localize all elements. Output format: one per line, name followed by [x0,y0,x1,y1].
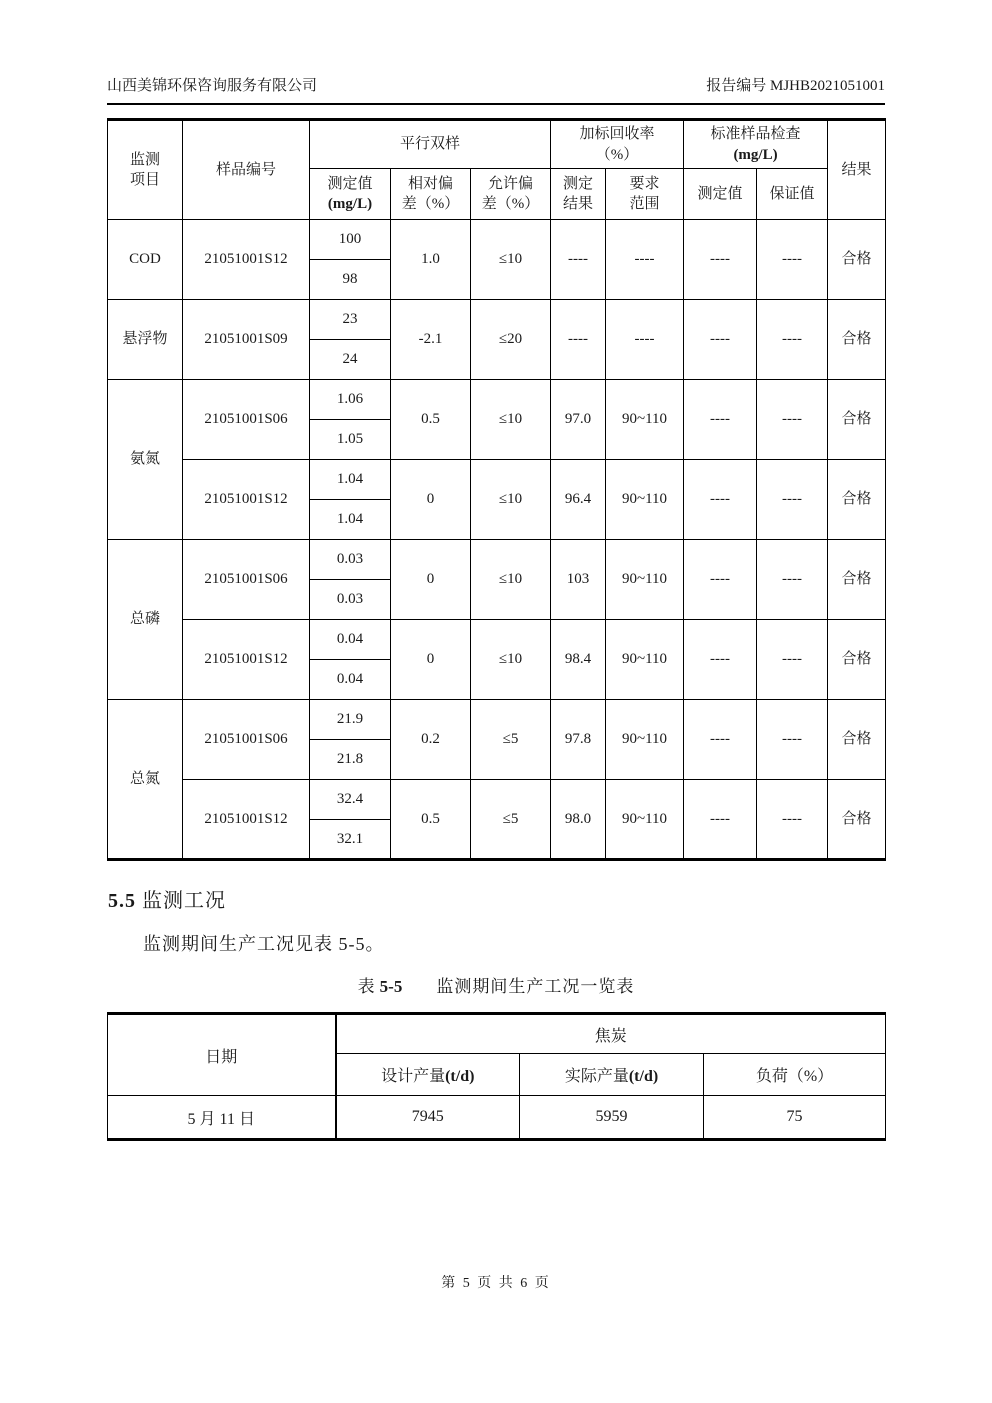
allow-dev-cell: ≤10 [471,460,551,540]
item-cell: 氨氮 [108,380,183,540]
std-assured-cell: ---- [757,220,828,300]
col-header-product: 焦炭 [336,1014,886,1054]
rec-range-cell: 90~110 [606,620,684,700]
rec-range-cell: 90~110 [606,380,684,460]
table-row [108,300,886,340]
allow-dev-cell: ≤10 [471,620,551,700]
result-cell: 合格 [828,540,886,620]
result-cell: 合格 [828,620,886,700]
measured-value-1: 0.03 [310,540,391,580]
col-header-rec-range: 要求 范围 [606,169,684,220]
qc-results-table [107,118,886,861]
rec-range-cell: 90~110 [606,780,684,860]
sample-id-cell: 21051001S06 [183,700,310,780]
measured-value-1: 21.9 [310,700,391,740]
page-number: 第 5 页 共 6 页 [441,1276,551,1291]
std-measured-cell: ---- [684,540,757,620]
col-header-std-measured: 测定值 [684,169,757,220]
measured-value-1: 23 [310,300,391,340]
sample-id-cell: 21051001S09 [183,300,310,380]
rec-range-cell: ---- [606,300,684,380]
std-assured-cell: ---- [757,780,828,860]
std-assured-cell: ---- [757,700,828,780]
item-cell: 总磷 [108,540,183,700]
rel-dev-cell: 0 [391,540,471,620]
result-cell: 合格 [828,700,886,780]
table-row [108,700,886,740]
measured-value-2: 98 [310,260,391,300]
section-title: 监测工况 [142,890,226,912]
rec-result-cell: 97.8 [551,700,606,780]
std-measured-cell: ---- [684,460,757,540]
table-row [108,1096,886,1140]
std-measured-cell: ---- [684,380,757,460]
report-number: 报告编号 MJHB2021051001 [706,78,885,94]
load-cell: 75 [704,1096,886,1140]
rec-result-cell: 97.0 [551,380,606,460]
item-cell: COD [108,220,183,300]
caption-title: 监测期间生产工况一览表 [436,977,635,996]
rec-range-cell: 90~110 [606,700,684,780]
sample-id-cell: 21051001S12 [183,620,310,700]
measured-value-1: 1.06 [310,380,391,420]
rec-range-cell: ---- [606,220,684,300]
table-row [108,380,886,420]
design-output-cell: 7945 [336,1096,520,1140]
measured-value-2: 0.04 [310,660,391,700]
std-assured-cell: ---- [757,300,828,380]
col-header-standard: 标准样品检查 (mg/L) [684,120,828,169]
rel-dev-cell: 0.5 [391,780,471,860]
measured-value-1: 32.4 [310,780,391,820]
date-cell: 5 月 11 日 [108,1096,336,1140]
rec-range-cell: 90~110 [606,540,684,620]
measured-value-1: 1.04 [310,460,391,500]
sample-id-cell: 21051001S12 [183,780,310,860]
allow-dev-cell: ≤5 [471,700,551,780]
item-cell: 总氮 [108,700,183,860]
col-header-rec-result: 测定 结果 [551,169,606,220]
rec-result-cell: ---- [551,300,606,380]
rel-dev-cell: 0 [391,620,471,700]
result-cell: 合格 [828,780,886,860]
col-header-actual-output: 实际产量(t/d) [520,1054,704,1096]
std-measured-cell: ---- [684,780,757,860]
production-table [107,1012,886,1141]
std-measured-cell: ---- [684,620,757,700]
allow-dev-cell: ≤5 [471,780,551,860]
rec-result-cell: ---- [551,220,606,300]
rel-dev-cell: 0.5 [391,380,471,460]
measured-value-1: 100 [310,220,391,260]
rel-dev-cell: 0 [391,460,471,540]
result-cell: 合格 [828,380,886,460]
actual-output-cell: 5959 [520,1096,704,1140]
caption-prefix: 表 [357,977,375,996]
body-paragraph: 监测期间生产工况见表 5-5。 [143,934,385,954]
table-row [108,780,886,820]
std-measured-cell: ---- [684,220,757,300]
col-header-design-output: 设计产量(t/d) [336,1054,520,1096]
measured-value-2: 1.04 [310,500,391,540]
rec-result-cell: 96.4 [551,460,606,540]
table-caption [107,972,885,997]
col-header-measured: 测定值 (mg/L) [310,169,391,220]
col-header-load: 负荷（%） [704,1054,886,1096]
col-header-result: 结果 [828,120,886,220]
rel-dev-cell: -2.1 [391,300,471,380]
std-assured-cell: ---- [757,380,828,460]
allow-dev-cell: ≤10 [471,380,551,460]
item-cell: 悬浮物 [108,300,183,380]
rec-result-cell: 103 [551,540,606,620]
sample-id-cell: 21051001S12 [183,460,310,540]
col-header-sample-id: 样品编号 [183,120,310,220]
rec-result-cell: 98.4 [551,620,606,700]
allow-dev-cell: ≤10 [471,220,551,300]
sample-id-cell: 21051001S12 [183,220,310,300]
std-assured-cell: ---- [757,620,828,700]
table-row [108,620,886,660]
measured-value-2: 21.8 [310,740,391,780]
measured-value-2: 32.1 [310,820,391,860]
std-measured-cell: ---- [684,700,757,780]
col-header-parallel: 平行双样 [310,120,551,169]
rec-range-cell: 90~110 [606,460,684,540]
col-header-allow-dev: 允许偏 差（%） [471,169,551,220]
rel-dev-cell: 1.0 [391,220,471,300]
col-header-date: 日期 [108,1014,336,1096]
std-measured-cell: ---- [684,300,757,380]
sample-id-cell: 21051001S06 [183,380,310,460]
result-cell: 合格 [828,460,886,540]
col-header-std-assured: 保证值 [757,169,828,220]
measured-value-2: 0.03 [310,580,391,620]
table-row [108,220,886,260]
table-row [108,460,886,500]
measured-value-2: 24 [310,340,391,380]
measured-value-2: 1.05 [310,420,391,460]
allow-dev-cell: ≤20 [471,300,551,380]
col-header-item: 监测 项目 [108,120,183,220]
col-header-recovery: 加标回收率 （%） [551,120,684,169]
result-cell: 合格 [828,220,886,300]
rel-dev-cell: 0.2 [391,700,471,780]
company-name: 山西美锦环保咨询服务有限公司 [107,78,318,94]
result-cell: 合格 [828,300,886,380]
sample-id-cell: 21051001S06 [183,540,310,620]
std-assured-cell: ---- [757,540,828,620]
section-heading [108,884,226,913]
std-assured-cell: ---- [757,460,828,540]
page-header [107,74,885,105]
caption-number: 5-5 [379,977,403,996]
measured-value-1: 0.04 [310,620,391,660]
rec-result-cell: 98.0 [551,780,606,860]
table-row [108,540,886,580]
allow-dev-cell: ≤10 [471,540,551,620]
col-header-rel-dev: 相对偏 差（%） [391,169,471,220]
section-number: 5.5 [108,890,136,912]
